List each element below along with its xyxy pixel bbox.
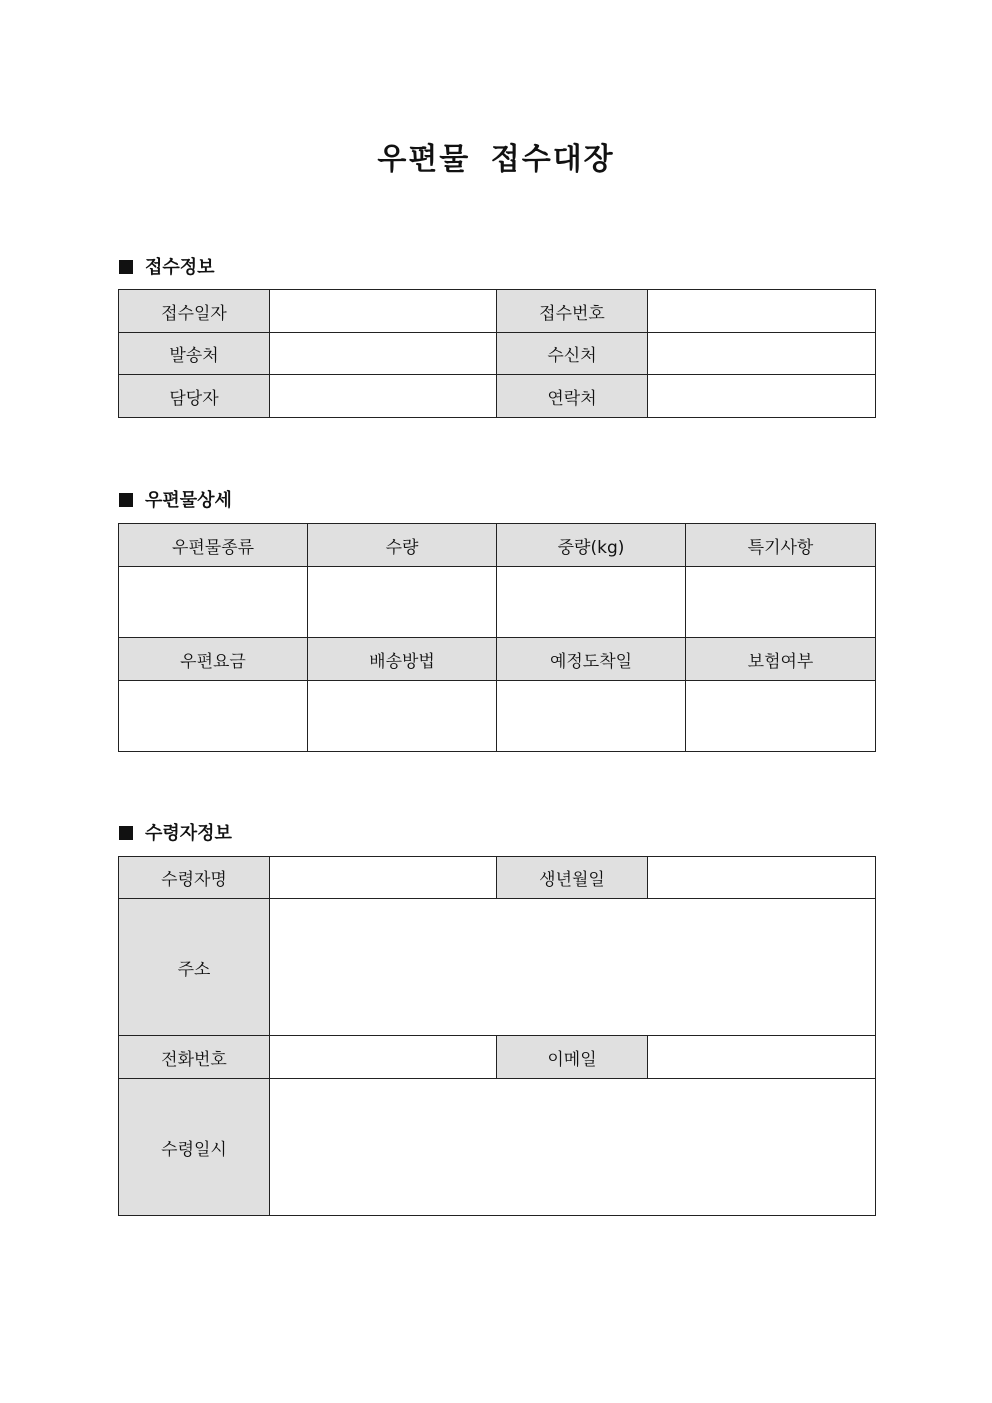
label-delivery-method: 배송방법 [308, 638, 497, 681]
section-heading-label: 우편물상세 [145, 490, 232, 511]
label-manager: 담당자 [119, 375, 270, 418]
field-manager[interactable] [270, 375, 497, 418]
field-mail-type[interactable] [119, 567, 308, 638]
field-weight[interactable] [497, 567, 686, 638]
section-heading-reception [119, 253, 215, 279]
label-expected-arrival: 예정도착일 [497, 638, 686, 681]
field-postage[interactable] [119, 681, 308, 752]
label-recipient: 수신처 [497, 333, 648, 375]
field-reception-date[interactable] [270, 290, 497, 333]
label-phone: 전화번호 [119, 1036, 270, 1079]
label-receiver-name: 수령자명 [119, 857, 270, 899]
label-email: 이메일 [497, 1036, 648, 1079]
square-bullet-icon [119, 260, 133, 274]
section-heading-label: 접수정보 [145, 257, 215, 278]
field-expected-arrival[interactable] [497, 681, 686, 752]
field-quantity[interactable] [308, 567, 497, 638]
field-insurance[interactable] [686, 681, 876, 752]
label-weight: 중량(kg) [497, 524, 686, 567]
label-remarks: 특기사항 [686, 524, 876, 567]
details-table [118, 523, 876, 752]
field-phone[interactable] [270, 1036, 497, 1079]
field-received-at[interactable] [270, 1079, 876, 1216]
field-receiver-name[interactable] [270, 857, 497, 899]
label-address: 주소 [119, 899, 270, 1036]
label-received-at: 수령일시 [119, 1079, 270, 1216]
label-quantity: 수량 [308, 524, 497, 567]
label-mail-type: 우편물종류 [119, 524, 308, 567]
field-reception-number[interactable] [648, 290, 876, 333]
square-bullet-icon [119, 493, 133, 507]
field-birth-date[interactable] [648, 857, 876, 899]
label-postage: 우편요금 [119, 638, 308, 681]
label-birth-date: 생년월일 [497, 857, 648, 899]
field-sender[interactable] [270, 333, 497, 375]
field-email[interactable] [648, 1036, 876, 1079]
label-reception-date: 접수일자 [119, 290, 270, 333]
field-contact[interactable] [648, 375, 876, 418]
section-heading-details [119, 486, 232, 512]
section-heading-label: 수령자정보 [145, 823, 232, 844]
reception-table [118, 289, 876, 418]
field-address[interactable] [270, 899, 876, 1036]
field-remarks[interactable] [686, 567, 876, 638]
label-contact: 연락처 [497, 375, 648, 418]
label-insurance: 보험여부 [686, 638, 876, 681]
field-recipient[interactable] [648, 333, 876, 375]
label-sender: 발송처 [119, 333, 270, 375]
label-reception-number: 접수번호 [497, 290, 648, 333]
square-bullet-icon [119, 826, 133, 840]
field-delivery-method[interactable] [308, 681, 497, 752]
section-heading-receiver [119, 819, 232, 845]
page-title: 우편물 접수대장 [377, 142, 615, 177]
receiver-table [118, 856, 876, 1216]
